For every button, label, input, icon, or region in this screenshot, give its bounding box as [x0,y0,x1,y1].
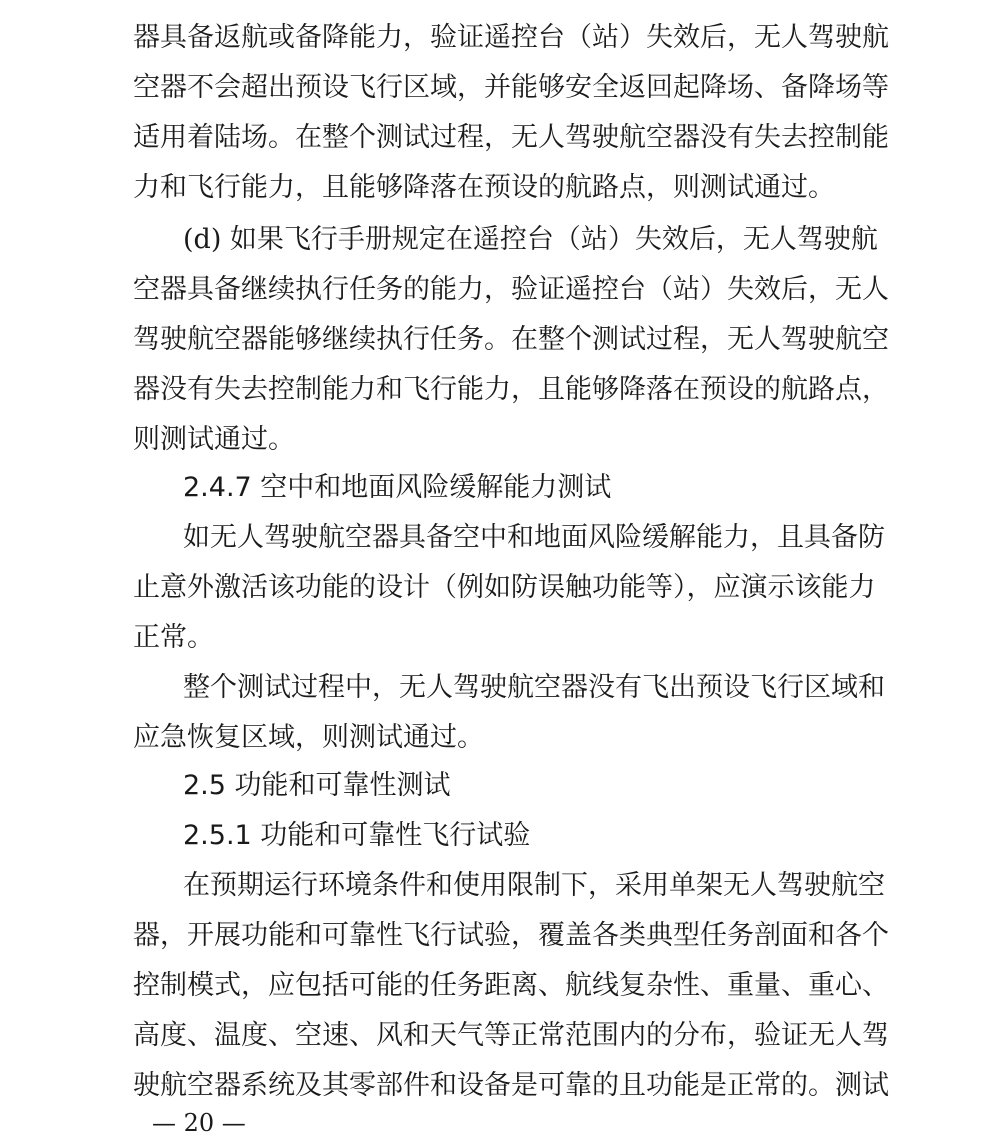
text-line-6: 空器具备继续执行任务的能力，验证遥控台（站）失效后，无人 [133,274,889,305]
page-number: — 20 — [152,1109,246,1137]
text-line-2: 空器不会超出预设飞行区域，并能够安全返回起降场、备降场等 [133,72,889,103]
text-line-7: 驾驶航空器能够继续执行任务。在整个测试过程，无人驾驶航空 [133,324,889,355]
text-line-22: 驶航空器系统及其零部件和设备是可靠的且功能是正常的。测试 [133,1070,889,1101]
text-line-21: 高度、温度、空速、风和天气等正常范围内的分布，验证无人驾 [133,1020,889,1051]
text-line-4: 力和飞行能力，且能够降落在预设的航路点，则测试通过。 [133,172,835,203]
text-line-12: 止意外激活该功能的设计（例如防误触功能等），应演示该能力 [133,572,876,603]
text-line-18: 在预期运行环境条件和使用限制下，采用单架无人驾驶航空 [183,870,885,901]
text-line-9: 则测试通过。 [133,424,295,455]
text-line-20: 控制模式，应包括可能的任务距离、航线复杂性、重量、重心、 [133,970,889,1001]
text-line-8: 器没有失去控制能力和飞行能力，且能够降落在预设的航路点， [133,374,889,405]
text-line-1: 器具备返航或备降能力，验证遥控台（站）失效后，无人驾驶航 [133,22,889,53]
section-heading-2-5: 2.5 功能和可靠性测试 [183,770,451,801]
text-line-3: 适用着陆场。在整个测试过程，无人驾驶航空器没有失去控制能 [133,122,889,153]
text-line-19: 器，开展功能和可靠性飞行试验，覆盖各类典型任务剖面和各个 [133,920,889,951]
section-heading-2-5-1: 2.5.1 功能和可靠性飞行试验 [183,820,531,851]
text-line-11: 如无人驾驶航空器具备空中和地面风险缓解能力，且具备防 [183,522,885,553]
section-heading-2-4-7: 2.4.7 空中和地面风险缓解能力测试 [183,472,612,503]
text-line-15: 应急恢复区域，则测试通过。 [133,722,484,753]
text-line-5: (d) 如果飞行手册规定在遥控台（站）失效后，无人驾驶航 [183,224,878,255]
text-line-14: 整个测试过程中，无人驾驶航空器没有飞出预设飞行区域和 [183,672,885,703]
text-line-13: 正常。 [133,622,214,653]
